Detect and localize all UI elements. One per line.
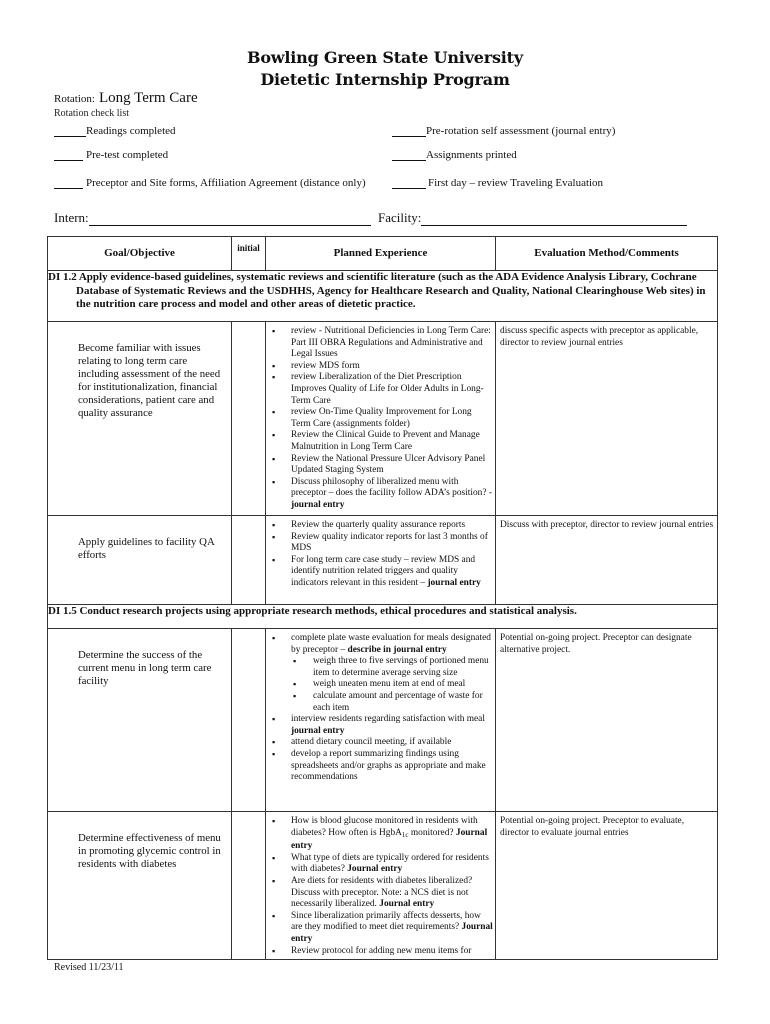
section-title: DI 1.5 Conduct research projects using appropriate research methods, ethical procedures and statistical analysis. [48, 605, 577, 617]
list-item [270, 477, 493, 512]
evaluation-cell: discuss specific aspects with preceptor as applicable, director to review journal entries [496, 322, 718, 516]
checklist-blank [392, 149, 426, 161]
facility-field[interactable] [378, 210, 687, 226]
evaluation-cell: Potential on-going project. Preceptor to evaluate, director to evaluate journal entries [496, 812, 718, 960]
intern-field[interactable] [54, 210, 371, 226]
list-item [270, 816, 493, 853]
checklist-forms-label: Preceptor and Site forms, Affiliation Agreement (distance only) [86, 177, 366, 189]
journal-entry-label: Journal entry [291, 827, 488, 852]
list-item [270, 911, 493, 946]
checklist-pre-rotation-label: Pre-rotation self assessment (journal entry) [426, 125, 616, 137]
table-header-row [48, 237, 718, 271]
journal-entry-label: journal entry [291, 499, 345, 510]
checklist-first-day-label: First day – review Traveling Evaluation [428, 177, 604, 189]
sub-list-item: ▪ calculate amount and percentage of waste for each item [291, 691, 493, 714]
checklist-pre-test-label: Pre-test completed [86, 149, 169, 161]
initial-cell[interactable] [232, 629, 266, 812]
program-title: Dietetic Internship Program [260, 70, 510, 89]
list-item [270, 714, 493, 737]
checklist-blank [392, 177, 426, 189]
checklist-label: Rotation check list [54, 108, 129, 119]
section-row-di-1-2 [48, 271, 718, 322]
checklist-pre-test[interactable] [54, 149, 168, 161]
list-item: ▪ Review the Clinical Guide to Prevent and Manage Malnutrition in Long Term Care [270, 430, 493, 453]
rotation-line [54, 90, 198, 107]
rotation-label: Rotation: [54, 93, 95, 105]
list-item [270, 633, 493, 714]
list-item-text: Are diets for residents with diabetes liberalized? Discuss with preceptor. Note: a NCS diet is not necessarily liberalized. [291, 875, 473, 910]
journal-entry-label: journal entry [291, 725, 345, 736]
list-item-text: For long term care case study – review MDS and identify nutrition related triggers and quality indicators relevant in this resident – [291, 554, 476, 588]
list-item: ▪ review Liberalization of the Diet Prescription Improves Quality of Life for Older Adults in Long-Term Care [270, 372, 493, 407]
checklist-first-day[interactable] [392, 177, 603, 189]
list-item: ▪ attend dietary council meeting, if available [270, 737, 493, 749]
list-item: ▪ Review the National Pressure Ulcer Advisory Panel Updated Staging System [270, 454, 493, 477]
list-item [270, 876, 493, 911]
table-row [48, 629, 718, 812]
header-planned: Planned Experience [266, 237, 496, 271]
journal-entry-label: Journal entry [347, 864, 403, 875]
facility-label: Facility: [378, 210, 422, 225]
journal-entry-label: journal entry [427, 577, 481, 588]
list-item: ▪ develop a report summarizing findings using spreadsheets and/or graphs as appropriate and make recommendations [270, 749, 493, 784]
evaluation-cell: Potential on-going project. Preceptor can designate alternative project. [496, 629, 718, 812]
initial-cell[interactable] [232, 516, 266, 605]
checklist-blank [54, 149, 83, 161]
checklist-assignments-label: Assignments printed [426, 149, 517, 161]
checklist-blank [54, 125, 86, 137]
initial-cell[interactable] [232, 322, 266, 516]
planned-cell [266, 322, 496, 516]
list-item [270, 853, 493, 876]
checklist-blank [54, 177, 83, 189]
evaluation-cell: Discuss with preceptor, director to review journal entries [496, 516, 718, 605]
goal-cell: Become familiar with issues relating to long term care including assessment of the need for institutionalization, financial considerations, patient care and quality assurance [48, 322, 232, 516]
table-row [48, 812, 718, 960]
planned-cell [266, 516, 496, 605]
list-item: ▪ Review the quarterly quality assurance reports [270, 520, 493, 532]
journal-entry-label: describe in journal entry [347, 644, 447, 655]
journal-entry-label: Journal entry [291, 922, 493, 944]
list-item-text: Since liberalization primarily affects desserts, how are they modified to meet diet requirements? [291, 910, 481, 933]
list-item: ▪ Review quality indicator reports for last 3 months of MDS [270, 532, 493, 555]
section-title: DI 1.2 Apply evidence-based guidelines, systematic reviews and scientific literature (such as the ADA Evidence Analysis Library, Cochrane Database of Systematic Reviews and the USDHHS, Agency for Healthcare Research and Quality, National Clearinghouse Web sites) in the nutrition care process and model and other areas of dietetic practice. [48, 271, 706, 310]
subscript-text: 1c [401, 830, 409, 839]
header-evaluation: Evaluation Method/Comments [496, 237, 718, 271]
list-item-text: Discuss philosophy of liberalized menu with preceptor – does the facility follow ADA’s position? - [291, 476, 492, 499]
table-row [48, 516, 718, 605]
list-item: ▪ Review protocol for adding new menu items for [270, 946, 493, 958]
goal-cell: Determine effectiveness of menu in promoting glycemic control in residents with diabetes [48, 812, 232, 960]
list-item [270, 555, 493, 590]
checklist-blank [392, 125, 426, 137]
sub-list-item: ▪ weigh three to five servings of portioned menu item to determine average serving size [291, 656, 493, 679]
table-row [48, 322, 718, 516]
objectives-table [47, 236, 718, 960]
rotation-value: Long Term Care [98, 90, 198, 106]
facility-line[interactable] [421, 212, 687, 226]
checklist-assignments[interactable] [392, 149, 517, 161]
section-row-di-1-5 [48, 605, 718, 629]
sub-list-item: ▪ weigh uneaten menu item at end of meal [291, 679, 493, 691]
goal-cell: Apply guidelines to facility QA efforts [48, 516, 232, 605]
list-item: ▪ review - Nutritional Deficiencies in Long Term Care: Part III OBRA Regulations and Administrative and Legal Issues [270, 326, 493, 361]
list-item-text: What type of diets are typically ordered for residents with diabetes? [291, 852, 489, 875]
checklist-readings[interactable] [54, 125, 176, 137]
planned-cell [266, 629, 496, 812]
intern-label: Intern: [54, 210, 89, 225]
goal-cell: Determine the success of the current menu in long term care facility [48, 629, 232, 812]
list-item-text: monitored? [408, 827, 456, 838]
journal-entry-label: Journal entry [379, 899, 435, 910]
list-item-text: interview residents regarding satisfaction with meal [291, 714, 485, 725]
planned-cell [266, 812, 496, 960]
header-goal: Goal/Objective [48, 237, 232, 271]
header-initial: initial [232, 237, 266, 271]
checklist-readings-label: Readings completed [86, 125, 176, 137]
list-item-text: complete plate waste evaluation for meals designated by preceptor – [291, 633, 491, 655]
checklist-pre-rotation[interactable] [392, 125, 615, 137]
list-item-text: How is blood glucose monitored in residents with diabetes? How often is HgbA [291, 816, 478, 838]
university-title: Bowling Green State University [247, 48, 523, 67]
intern-line[interactable] [89, 212, 371, 226]
checklist-forms[interactable] [54, 177, 366, 189]
list-item: ▪ review On-Time Quality Improvement for Long Term Care (assignments folder) [270, 407, 493, 430]
initial-cell[interactable] [232, 812, 266, 960]
list-item: ▪ review MDS form [270, 361, 493, 373]
revised-date: Revised 11/23/11 [54, 962, 124, 973]
